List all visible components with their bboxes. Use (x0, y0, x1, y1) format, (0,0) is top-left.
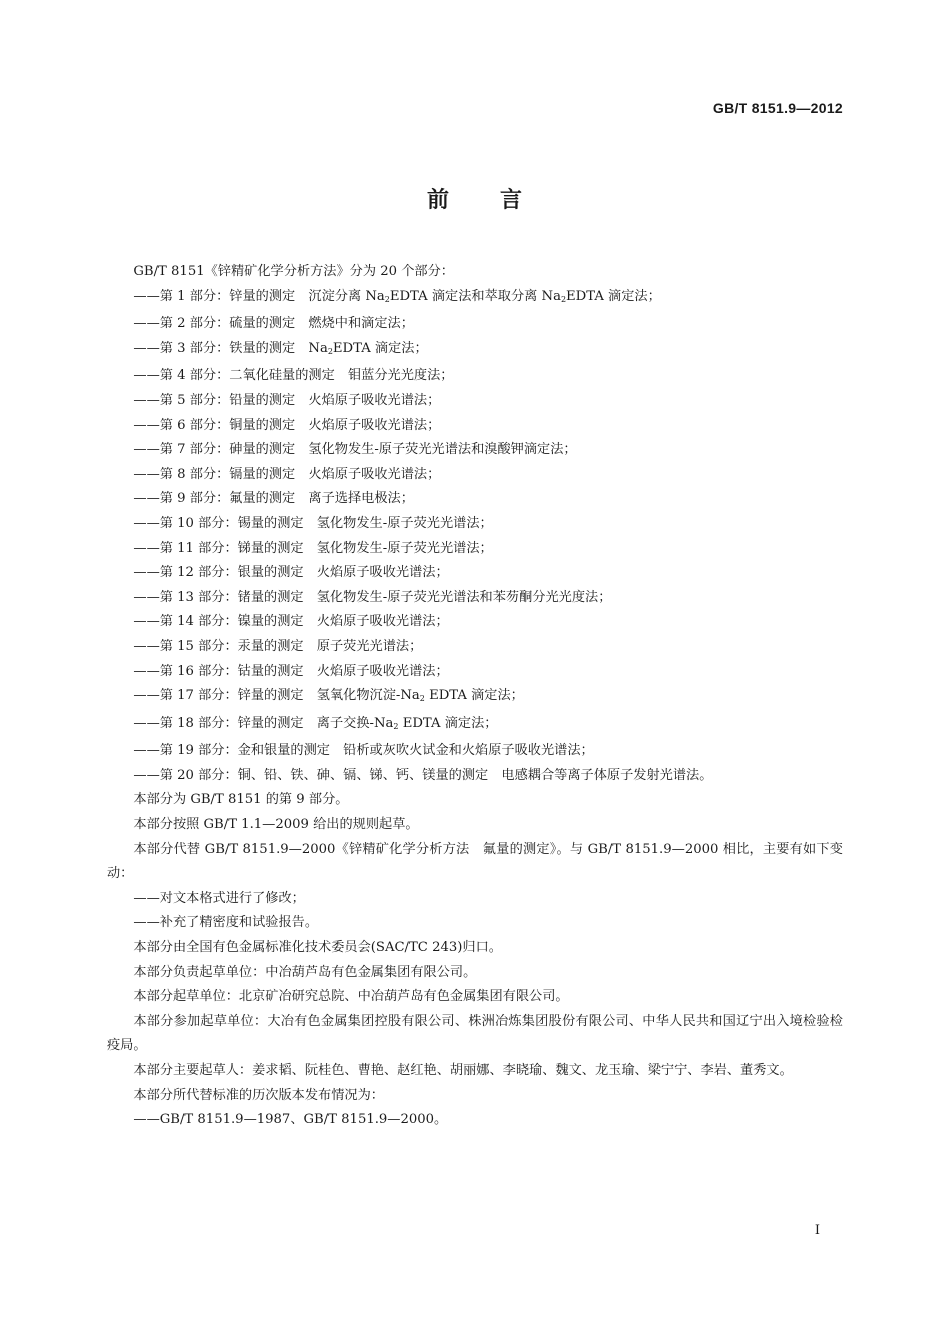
part-text: ——第 7 部分：砷量的测定 氢化物发生-原子荧光光谱法和溴酸钾滴定法； (133, 442, 577, 458)
part-text: ——第 2 部分：硫量的测定 燃烧中和滴定法； (133, 316, 414, 332)
part-text: ——第 19 部分：金和银量的测定 铅析或灰吹火试金和火焰原子吸收光谱法； (133, 743, 594, 759)
change-item: ——对文本格式进行了修改； (133, 890, 305, 906)
part-text: ——第 18 部分：锌量的测定 离子交换-Na (133, 715, 394, 731)
part-text: ——第 12 部分：银量的测定 火焰原子吸收光谱法； (133, 565, 449, 581)
part-list-item (107, 660, 843, 685)
paragraph-drafting-units: 本部分起草单位：北京矿冶研究总院、中冶葫芦岛有色金属集团有限公司。 (133, 989, 569, 1005)
paragraph-part-number: 本部分为 GB/T 8151 的第 9 部分。 (133, 792, 349, 808)
subscript: 2 (384, 294, 390, 304)
parts-list (107, 285, 843, 789)
part-list-item (107, 285, 843, 313)
part-text: EDTA 滴定法； (566, 288, 661, 304)
part-text: ——第 20 部分：铜、铅、铁、砷、镉、锑、钙、镁量的测定 电感耦合等离子体原子发射光谱法。 (133, 767, 713, 783)
part-text: ——第 9 部分：氟量的测定 离子选择电极法； (133, 491, 414, 507)
part-list-item (107, 337, 843, 365)
standard-number: GB/T 8151.9—2012 (712, 100, 843, 116)
paragraph-replacement: 本部分代替 GB/T 8151.9—2000《锌精矿化学分析方法 氟量的测定》。与 GB/T 8151.9—2000 相比，主要有如下变动： (107, 841, 843, 882)
page-number: I (814, 1223, 820, 1238)
paragraph-proposed-by: 本部分由全国有色金属标准化技术委员会(SAC/TC 243)归口。 (133, 940, 502, 956)
history-item: ——GB/T 8151.9—1987、GB/T 8151.9—2000。 (133, 1112, 448, 1128)
paragraph-main-drafters: 本部分主要起草人：姜求韬、阮桂色、曹艳、赵红艳、胡丽娜、李晓瑜、魏文、龙玉瑜、梁宁宁、李岩、董秀文。 (133, 1063, 793, 1078)
paragraph-responsible-unit: 本部分负责起草单位：中冶葫芦岛有色金属集团有限公司。 (133, 964, 477, 980)
part-text: ——第 14 部分：镍量的测定 火焰原子吸收光谱法； (133, 614, 449, 630)
part-text: ——第 3 部分：铁量的测定 Na (133, 340, 328, 356)
part-list-item (107, 610, 843, 635)
paragraph-version-history: 本部分所代替标准的历次版本发布情况为： (133, 1087, 384, 1103)
foreword-body (107, 260, 843, 1133)
part-text: ——第 4 部分：二氧化硅量的测定 钼蓝分光光度法； (133, 368, 454, 384)
subscript: 2 (327, 346, 333, 356)
part-list-item (107, 684, 843, 712)
part-text: EDTA 滴定法； (398, 715, 498, 731)
part-list-item (107, 764, 843, 789)
subscript: 2 (419, 694, 425, 704)
subscript: 2 (560, 294, 567, 304)
part-text: EDTA 滴定法； (424, 688, 524, 704)
part-text: ——第 6 部分：铜量的测定 火焰原子吸收光谱法； (133, 417, 441, 433)
part-text: ——第 17 部分：锌量的测定 氢氧化物沉淀-Na (133, 688, 420, 704)
part-text: ——第 10 部分：锡量的测定 氢化物发生-原子荧光光谱法； (133, 515, 493, 531)
part-text: EDTA 滴定法和萃取分离 Na (389, 288, 561, 304)
part-text: ——第 8 部分：镉量的测定 火焰原子吸收光谱法； (133, 466, 441, 482)
part-list-item (107, 537, 843, 562)
part-list-item (107, 463, 843, 488)
part-text: ——第 5 部分：铅量的测定 火焰原子吸收光谱法； (133, 392, 441, 408)
title-char-1: 前 (426, 188, 450, 213)
part-text: ——第 13 部分：锗量的测定 氢化物发生-原子荧光光谱法和苯芴酮分光光度法； (133, 589, 612, 605)
page-title (0, 183, 950, 214)
part-text: EDTA 滴定法； (332, 340, 428, 356)
title-char-2: 言 (500, 188, 524, 213)
part-list-item (107, 635, 843, 660)
part-list-item (107, 438, 843, 463)
part-list-item (107, 712, 843, 740)
part-text: ——第 16 部分：钴量的测定 火焰原子吸收光谱法； (133, 663, 449, 679)
part-list-item (107, 312, 843, 337)
part-text: ——第 15 部分：汞量的测定 原子荧光光谱法； (133, 638, 423, 654)
subscript: 2 (393, 721, 399, 731)
paragraph-participating-units: 本部分参加起草单位：大冶有色金属集团控股有限公司、株洲冶炼集团股份有限公司、中华人民共和国辽宁出入境检验检疫局。 (107, 1013, 843, 1054)
part-list-item (107, 487, 843, 512)
part-list-item (107, 512, 843, 537)
part-list-item (107, 364, 843, 389)
part-text: ——第 11 部分：锑量的测定 氢化物发生-原子荧光光谱法； (133, 540, 493, 556)
paragraph-drafting-rules: 本部分按照 GB/T 1.1—2009 给出的规则起草。 (133, 817, 419, 833)
change-item: ——补充了精密度和试验报告。 (133, 915, 319, 931)
part-list-item (107, 739, 843, 764)
intro-paragraph: GB/T 8151《锌精矿化学分析方法》分为 20 个部分： (133, 264, 454, 279)
part-text: ——第 1 部分：锌量的测定 沉淀分离 Na (133, 288, 385, 304)
part-list-item (107, 586, 843, 611)
part-list-item (107, 414, 843, 439)
part-list-item (107, 389, 843, 414)
part-list-item (107, 561, 843, 586)
